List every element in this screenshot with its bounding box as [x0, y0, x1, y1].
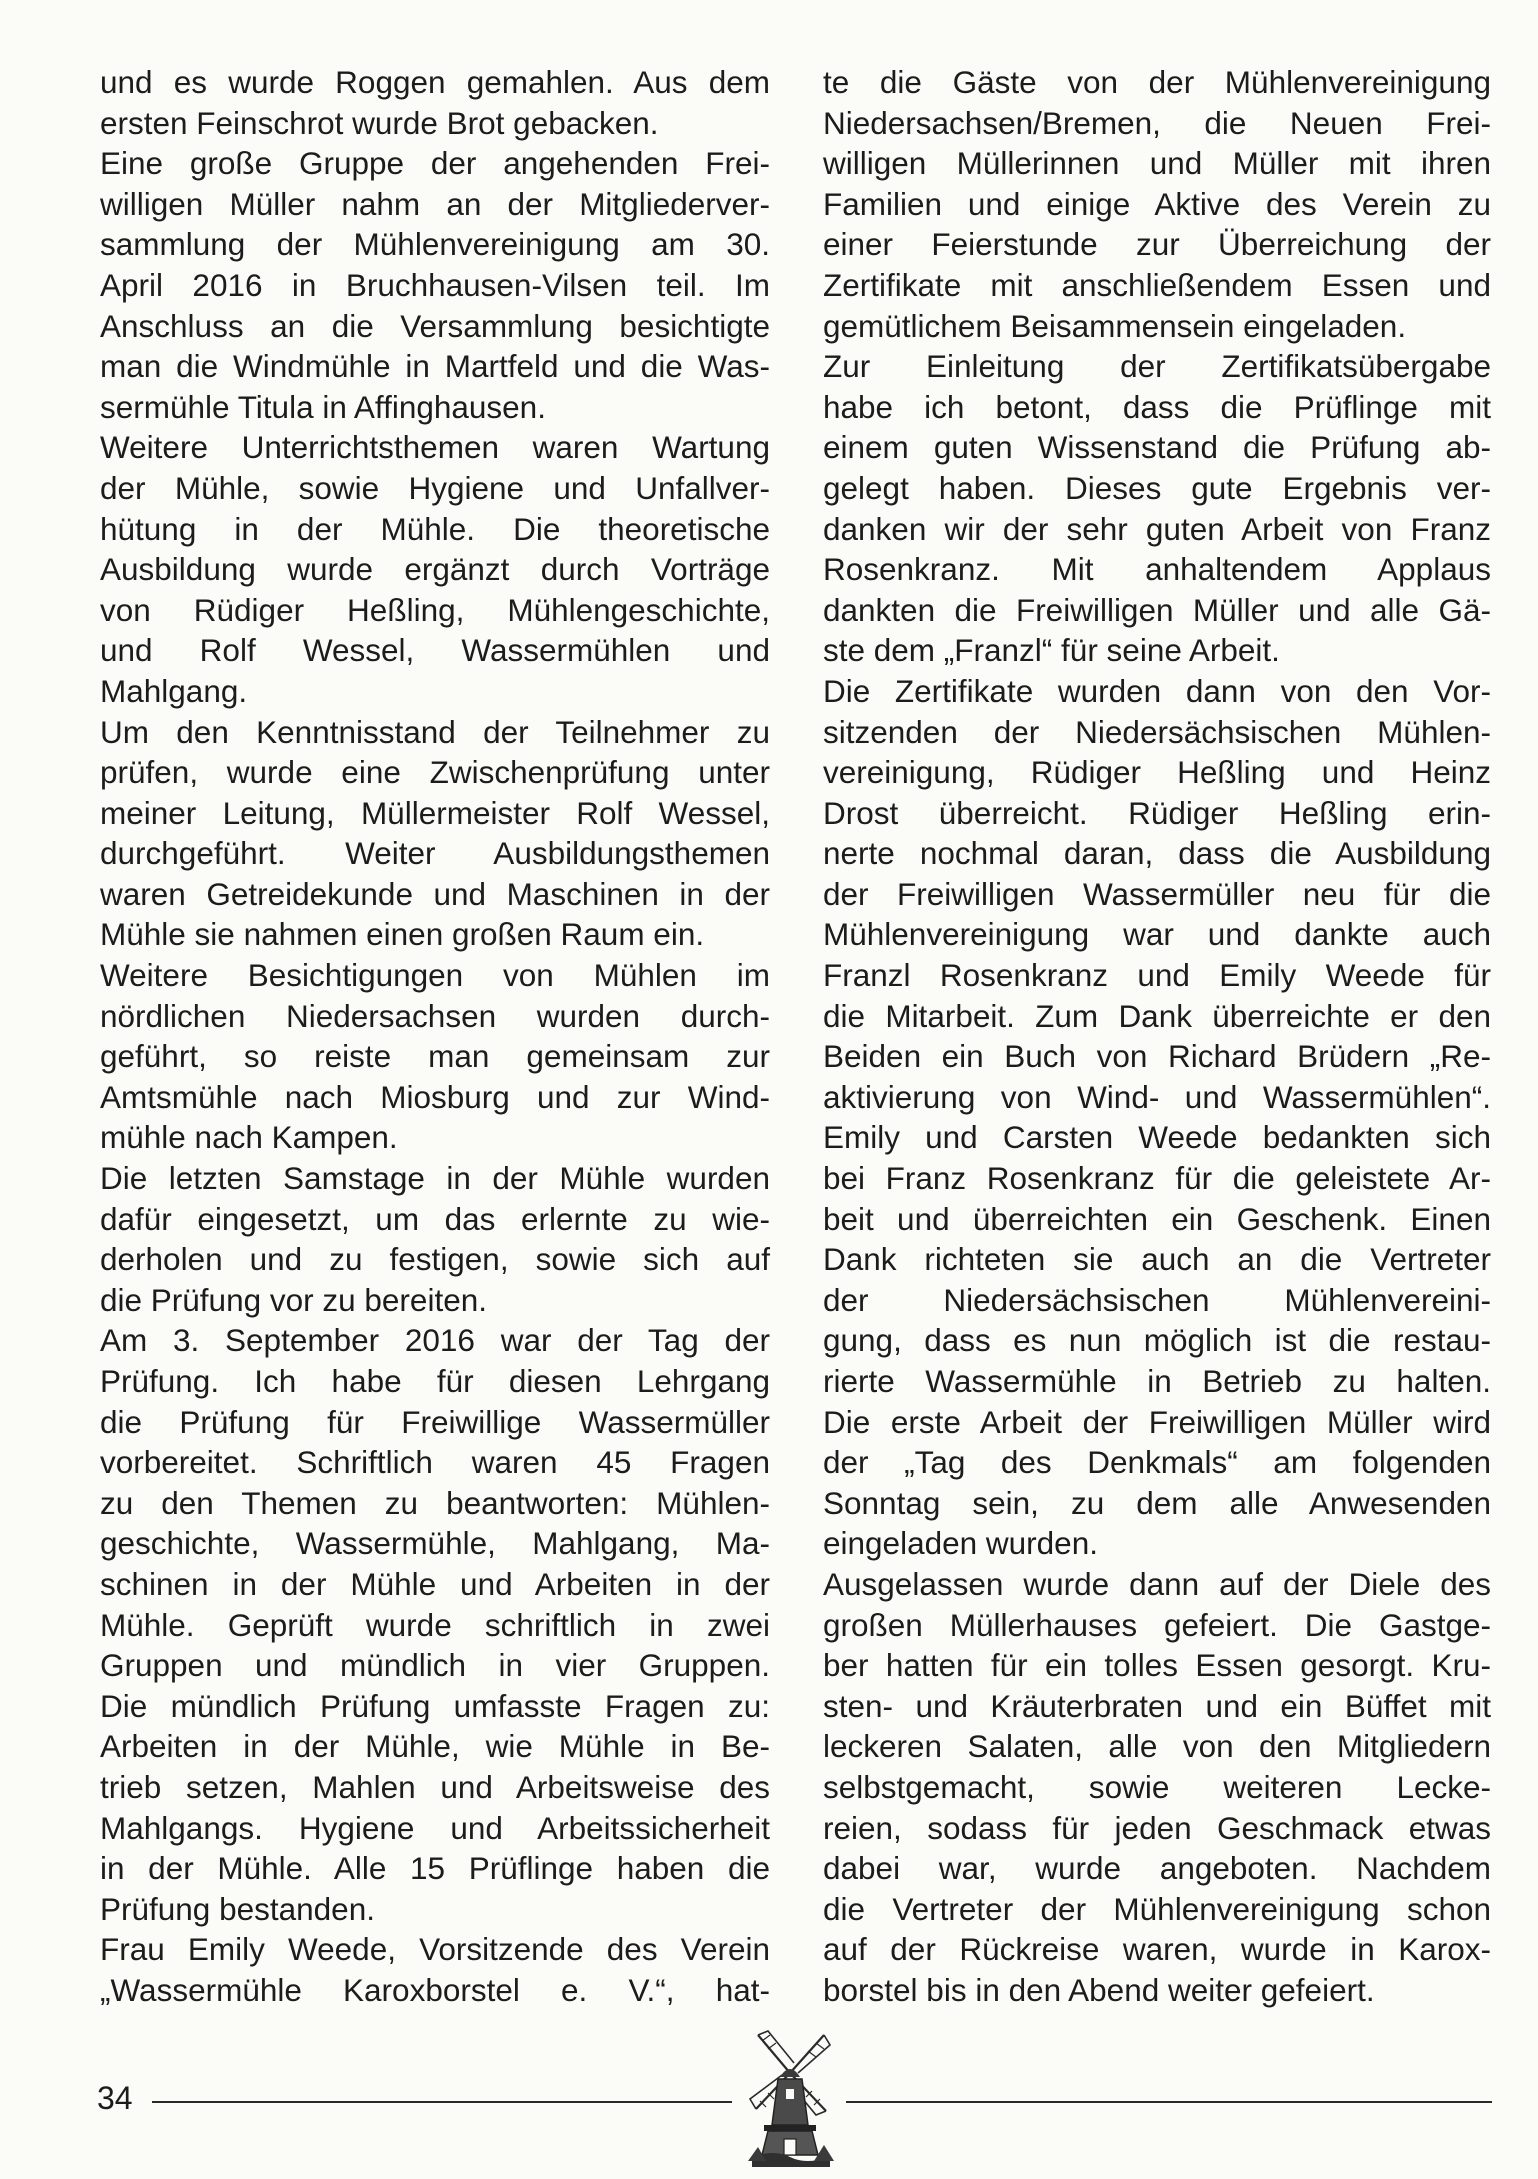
text-line: Ausbildung wurde ergänzt durch Vorträge [100, 551, 770, 588]
text-line: vorbereitet. Schriftlich waren 45 Fragen [100, 1444, 770, 1481]
text-line: sermühle Titula in Affinghausen. [100, 388, 546, 425]
text-line: Weitere Besichtigungen von Mühlen im [100, 957, 770, 994]
text-line: Um den Kenntnisstand der Teilnehmer zu [100, 713, 770, 750]
right-paragraph [823, 346, 1491, 671]
text-line: Mahlgangs. Hygiene und Arbeitssicherheit [100, 1809, 770, 1846]
left-paragraph [100, 1158, 770, 1320]
text-line: rierte Wassermühle in Betrieb zu halten. [823, 1363, 1491, 1399]
text-line: gemütlichem Beisammensein eingeladen. [823, 307, 1407, 344]
text-line: April 2016 in Bruchhausen-Vilsen teil. Im [100, 266, 770, 303]
text-line: einer Feierstunde zur Überreichung der [823, 226, 1491, 263]
text-line: sten- und Kräuterbraten und ein Büffet mit [823, 1687, 1491, 1724]
text-line: willigen Müllerinnen und Müller mit ihren [823, 145, 1491, 182]
left-paragraph [100, 62, 770, 143]
text-line: mühle nach Kampen. [100, 1119, 398, 1156]
text-line: Amtsmühle nach Miosburg und zur Wind- [100, 1078, 770, 1115]
text-line: schinen in der Mühle und Arbeiten in der [100, 1565, 770, 1602]
text-line: meiner Leitung, Müllermeister Rolf Wessel, [100, 794, 770, 831]
text-line: Die Zertifikate wurden dann von den Vor- [823, 672, 1491, 709]
text-line: aktivierung von Wind- und Wassermühlen“. [823, 1078, 1491, 1115]
text-line: Prüfung. Ich habe für diesen Lehrgang [100, 1363, 770, 1399]
right-column [823, 62, 1491, 2011]
text-line: Familien und einige Aktive des Verein zu [823, 185, 1491, 222]
text-line: Niedersachsen/Bremen, die Neuen Frei- [823, 104, 1491, 141]
footer-rule-left [152, 2101, 732, 2103]
text-line: Arbeiten in der Mühle, wie Mühle in Be- [100, 1728, 770, 1765]
right-paragraph [823, 62, 1491, 346]
text-line: der Freiwilligen Wassermüller neu für die [823, 875, 1491, 912]
windmill-icon [744, 2021, 836, 2171]
text-line: Die letzten Samstage in der Mühle wurden [100, 1160, 770, 1197]
text-line: dafür eingesetzt, um das erlernte zu wie- [100, 1200, 770, 1237]
right-paragraph [823, 1564, 1491, 2011]
text-line: Mühle. Geprüft wurde schriftlich in zwei [100, 1606, 770, 1643]
left-paragraph [100, 1320, 770, 1929]
text-line: geschichte, Wassermühle, Mahlgang, Ma- [100, 1525, 770, 1562]
text-line: Emily und Carsten Weede bedankten sich [823, 1119, 1491, 1156]
text-line: zu den Themen zu beantworten: Mühlen- [100, 1484, 770, 1521]
text-line: leckeren Salaten, alle von den Mitgliedern [823, 1728, 1491, 1765]
page-number: 34 [97, 2080, 133, 2116]
text-line: danken wir der sehr guten Arbeit von Franz [823, 510, 1491, 547]
text-line: durchgeführt. Weiter Ausbildungsthemen [100, 835, 770, 872]
text-line: Rosenkranz. Mit anhaltendem Applaus [823, 551, 1491, 588]
text-line: Eine große Gruppe der angehenden Frei- [100, 145, 770, 182]
text-line: sammlung der Mühlenvereinigung am 30. [100, 226, 770, 263]
left-paragraph [100, 427, 770, 711]
text-line: sitzenden der Niedersächsischen Mühlen- [823, 713, 1491, 750]
text-line: der Niedersächsischen Mühlenvereini- [823, 1281, 1491, 1318]
text-line: bei Franz Rosenkranz für die geleistete Ar- [823, 1160, 1491, 1197]
text-line: Franzl Rosenkranz und Emily Weede für [823, 957, 1491, 994]
text-line: waren Getreidekunde und Maschinen in der [100, 875, 770, 912]
left-paragraph [100, 955, 770, 1158]
text-line: eingeladen wurden. [823, 1525, 1098, 1562]
left-paragraph [100, 1929, 770, 2010]
right-paragraph [823, 671, 1491, 1564]
text-line: reien, sodass für jeden Geschmack etwas [823, 1809, 1491, 1846]
text-line: die Mitarbeit. Zum Dank überreichte er den [823, 997, 1491, 1034]
text-line: Anschluss an die Versammlung besichtigte [100, 307, 770, 344]
text-line: derholen und zu festigen, sowie sich auf [100, 1241, 770, 1278]
text-line: die Prüfung vor zu bereiten. [100, 1281, 487, 1318]
left-paragraph [100, 712, 770, 956]
text-line: Mühlenvereinigung war und dankte auch [823, 916, 1491, 953]
text-line: der Mühle, sowie Hygiene und Unfallver- [100, 469, 770, 506]
text-line: einem guten Wissenstand die Prüfung ab- [823, 429, 1491, 466]
left-paragraph [100, 143, 770, 427]
text-line: man die Windmühle in Martfeld und die Was- [100, 348, 770, 385]
text-line: Sonntag sein, zu dem alle Anwesenden [823, 1484, 1491, 1521]
text-line: vereinigung, Rüdiger Heßling und Heinz [823, 754, 1491, 791]
text-line: Dank richteten sie auch an die Vertreter [823, 1241, 1491, 1278]
text-line: und es wurde Roggen gemahlen. Aus dem [100, 64, 770, 100]
text-line: ersten Feinschrot wurde Brot gebacken. [100, 104, 659, 141]
footer-rule-right [846, 2101, 1492, 2103]
text-line: Weitere Unterrichtsthemen waren Wartung [100, 429, 770, 466]
text-line: borstel bis in den Abend weiter gefeiert. [823, 1971, 1375, 2008]
text-line: der „Tag des Denkmals“ am folgenden [823, 1444, 1491, 1481]
text-line: prüfen, wurde eine Zwischenprüfung unter [100, 754, 770, 791]
text-line: trieb setzen, Mahlen und Arbeitsweise des [100, 1768, 770, 1805]
text-line: habe ich betont, dass die Prüflinge mit [823, 388, 1491, 425]
text-line: gelegt haben. Dieses gute Ergebnis ver- [823, 469, 1491, 506]
text-line: von Rüdiger Heßling, Mühlengeschichte, [100, 591, 770, 628]
text-line: die Prüfung für Freiwillige Wassermüller [100, 1403, 770, 1440]
text-line: Die erste Arbeit der Freiwilligen Müller wird [823, 1403, 1491, 1440]
text-line: Drost überreicht. Rüdiger Heßling erin- [823, 794, 1491, 831]
text-line: dankten die Freiwilligen Müller und alle Gä- [823, 591, 1491, 628]
text-line: und Rolf Wessel, Wassermühlen und [100, 632, 770, 669]
text-line: Ausgelassen wurde dann auf der Diele des [823, 1565, 1491, 1602]
text-line: Beiden ein Buch von Richard Brüdern „Re- [823, 1038, 1491, 1075]
text-line: dabei war, wurde angeboten. Nachdem [823, 1850, 1491, 1887]
text-line: willigen Müller nahm an der Mitgliederver- [100, 185, 770, 222]
text-line: auf der Rückreise waren, wurde in Karox- [823, 1931, 1491, 1968]
text-line: in der Mühle. Alle 15 Prüflinge haben die [100, 1850, 770, 1887]
text-line: Frau Emily Weede, Vorsitzende des Verein [100, 1931, 770, 1968]
text-line: ste dem „Franzl“ für seine Arbeit. [823, 632, 1280, 669]
text-line: Mahlgang. [100, 672, 248, 709]
text-line: Zur Einleitung der Zertifikatsübergabe [823, 348, 1491, 385]
text-line: Am 3. September 2016 war der Tag der [100, 1322, 770, 1359]
text-line: Zertifikate mit anschließendem Essen und [823, 266, 1491, 303]
text-line: „Wassermühle Karoxborstel e. V.“, hat- [100, 1971, 770, 2008]
text-line: Gruppen und mündlich in vier Gruppen. [100, 1647, 770, 1684]
text-line: beit und überreichten ein Geschenk. Einen [823, 1200, 1491, 1237]
text-line: ber hatten für ein tolles Essen gesorgt. Kru- [823, 1647, 1491, 1684]
text-line: Prüfung bestanden. [100, 1890, 375, 1927]
text-line: nerte nochmal daran, dass die Ausbildung [823, 835, 1491, 872]
text-line: großen Müllerhauses gefeiert. Die Gastge- [823, 1606, 1491, 1643]
text-line: die Vertreter der Mühlenvereinigung schon [823, 1890, 1491, 1927]
text-line: Mühle sie nahmen einen großen Raum ein. [100, 916, 705, 953]
text-line: selbstgemacht, sowie weiteren Lecke- [823, 1768, 1491, 1805]
text-line: te die Gäste von der Mühlenvereinigung [823, 64, 1491, 100]
text-line: geführt, so reiste man gemeinsam zur [100, 1038, 770, 1075]
text-line: gung, dass es nun möglich ist die restau- [823, 1322, 1491, 1359]
left-column [100, 62, 770, 2011]
text-line: hütung in der Mühle. Die theoretische [100, 510, 770, 547]
text-line: Die mündlich Prüfung umfasste Fragen zu: [100, 1687, 770, 1724]
text-line: nördlichen Niedersachsen wurden durch- [100, 997, 770, 1034]
